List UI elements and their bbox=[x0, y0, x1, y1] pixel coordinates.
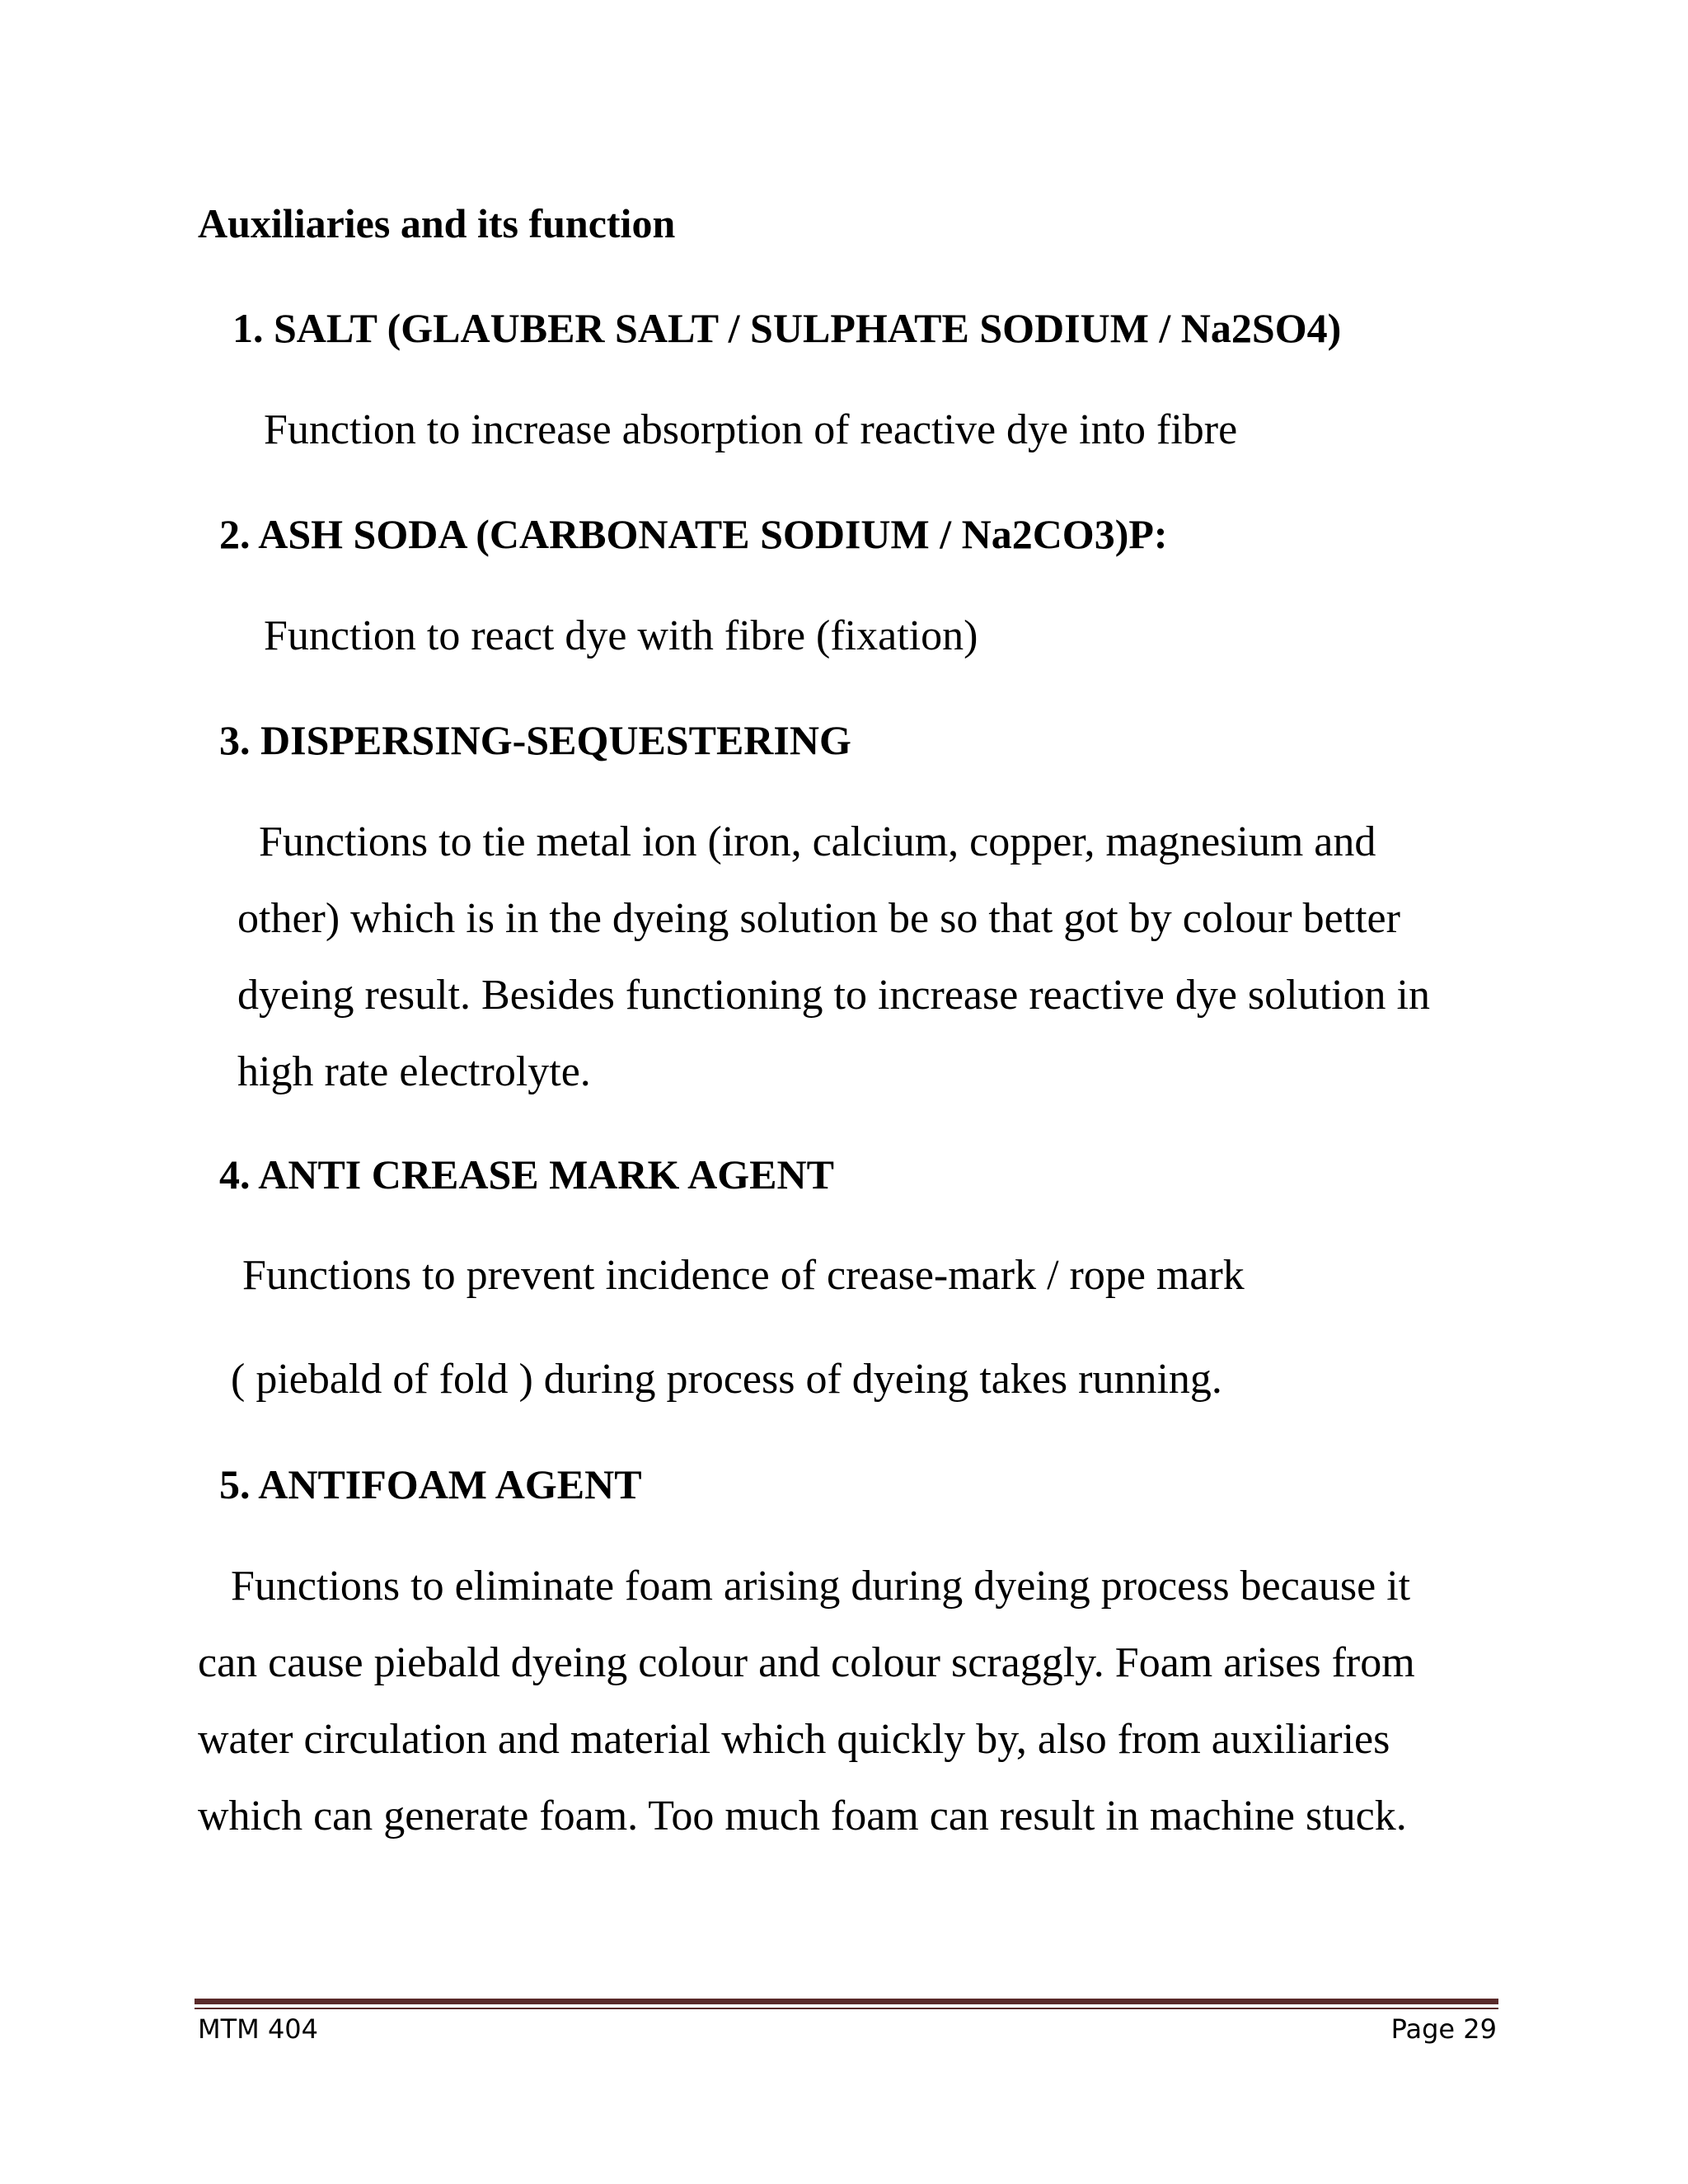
section-text: other) which is in the dyeing solution be so that got by colour better bbox=[237, 895, 1400, 942]
section-text: which can generate foam. Too much foam can result in machine stuck. bbox=[198, 1793, 1407, 1840]
section-text: can cause piebald dyeing colour and colour scraggly. Foam arises from bbox=[198, 1639, 1415, 1686]
footer-page-number: Page 29 bbox=[1390, 2013, 1497, 2045]
section-heading-ash-soda: 2. ASH SODA (CARBONATE SODIUM / Na2CO3)P: bbox=[219, 511, 1168, 557]
footer-course-code: MTM 404 bbox=[198, 2013, 319, 2045]
section-heading-salt: 1. SALT (GLAUBER SALT / SULPHATE SODIUM / Na2SO4) bbox=[232, 305, 1342, 351]
footer-divider-thin bbox=[195, 2008, 1498, 2009]
section-text: Functions to eliminate foam arising during dyeing process because it bbox=[231, 1563, 1411, 1610]
footer-divider bbox=[195, 1999, 1498, 2004]
section-text: Function to increase absorption of reactive dye into fibre bbox=[264, 406, 1238, 453]
section-text: water circulation and material which quickly by, also from auxiliaries bbox=[198, 1716, 1390, 1763]
section-heading-anti-crease: 4. ANTI CREASE MARK AGENT bbox=[219, 1151, 834, 1197]
section-text: Function to react dye with fibre (fixation) bbox=[264, 612, 978, 659]
section-heading-antifoam: 5. ANTIFOAM AGENT bbox=[219, 1461, 642, 1507]
section-heading-dispersing: 3. DISPERSING-SEQUESTERING bbox=[219, 717, 851, 763]
section-text: dyeing result. Besides functioning to increase reactive dye solution in bbox=[237, 972, 1430, 1019]
page-title: Auxiliaries and its function bbox=[198, 200, 676, 246]
section-text: ( piebald of fold ) during process of dyeing takes running. bbox=[231, 1356, 1222, 1403]
section-text: Functions to prevent incidence of crease-mark / rope mark bbox=[242, 1252, 1245, 1299]
section-text: Functions to tie metal ion (iron, calcium, copper, magnesium and bbox=[259, 818, 1376, 865]
section-text: high rate electrolyte. bbox=[237, 1048, 591, 1095]
